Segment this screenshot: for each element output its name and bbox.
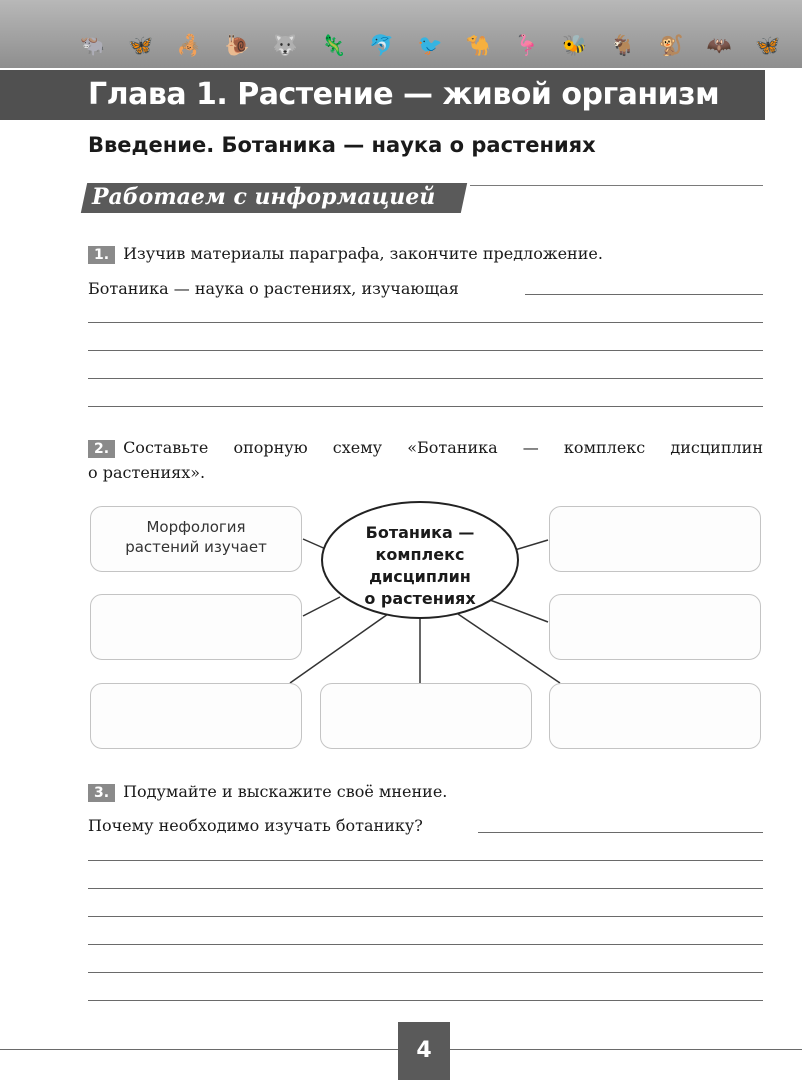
scheme-box-empty[interactable] [320,683,532,749]
task-3-prompt: Почему необходимо изучать ботанику? [88,816,423,835]
heron-icon: 🦩 [513,33,539,57]
task-1-text: Изучив материалы параграфа, закончите предложение. [123,244,603,263]
wolf-icon: 🐺 [272,33,298,57]
answer-line[interactable] [88,888,763,889]
answer-line[interactable] [525,294,763,295]
connector-line [458,614,560,683]
section-title: Введение. Ботаника — наука о растениях [88,133,596,157]
bison-icon: 🐃 [80,33,105,57]
scheme-box-empty[interactable] [549,594,761,660]
bat-icon: 🦇 [706,33,732,57]
center-label-line: комплекс [375,545,465,564]
scheme-box-empty[interactable] [549,506,761,572]
chapter-title-bar [0,70,765,120]
answer-line[interactable] [88,1000,763,1001]
center-label-line: дисциплин [369,567,471,586]
animal-silhouettes-row [80,30,780,60]
lizard-icon: 🦎 [321,33,346,57]
task-3-number: 3. [88,784,115,802]
task-1-instruction [88,241,603,267]
banner-rule [470,185,763,186]
connector-line [290,614,388,683]
task-2-text-line1: Составьте опорную схему «Ботаника — комплекс дисциплин [123,438,763,457]
scheme-box-empty[interactable] [90,683,302,749]
answer-line[interactable] [88,860,763,861]
task-3-instruction [88,779,447,805]
answer-line[interactable] [88,972,763,973]
answer-line[interactable] [88,944,763,945]
goat-icon: 🐐 [610,33,636,57]
bird-icon: 🐦 [417,33,443,57]
task-1-number: 1. [88,246,115,264]
camel-icon: 🐪 [465,33,491,57]
task-2-number: 2. [88,440,115,458]
decorative-header-band [0,0,802,68]
answer-line[interactable] [88,350,763,351]
lemur-icon: 🐒 [658,33,684,57]
task-1-prompt: Ботаника — наука о растениях, изучающая [88,279,459,298]
section-banner-text: Работаем с информацией [92,184,436,210]
answer-line[interactable] [478,832,763,833]
snail-icon: 🐌 [224,33,250,57]
scheme-box-empty[interactable] [90,594,302,660]
butterfly-icon: 🦋 [128,33,154,57]
center-label-line: о растениях [364,589,476,608]
task-2-text-line2: о растениях». [88,463,206,482]
task-3-text: Подумайте и выскажите своё мнение. [123,782,448,801]
chapter-title: Глава 1. Растение — живой организм [88,77,720,112]
answer-line[interactable] [88,406,763,407]
scheme-box-label-line1: Морфология [146,518,246,536]
answer-line[interactable] [88,916,763,917]
dolphin-icon: 🐬 [369,33,395,57]
scheme-box-label-line2: растений изучает [125,538,267,556]
bee-icon: 🐝 [562,33,588,57]
answer-line[interactable] [88,378,763,379]
page-number: 4 [398,1022,450,1080]
scheme-box-empty[interactable] [549,683,761,749]
scorpion-icon: 🦂 [176,33,202,57]
scheme-box-morphology[interactable] [90,506,302,572]
center-label-line: Ботаника — [365,523,475,542]
butterfly-icon: 🦋 [755,33,780,57]
center-label [330,522,510,610]
answer-line[interactable] [88,322,763,323]
